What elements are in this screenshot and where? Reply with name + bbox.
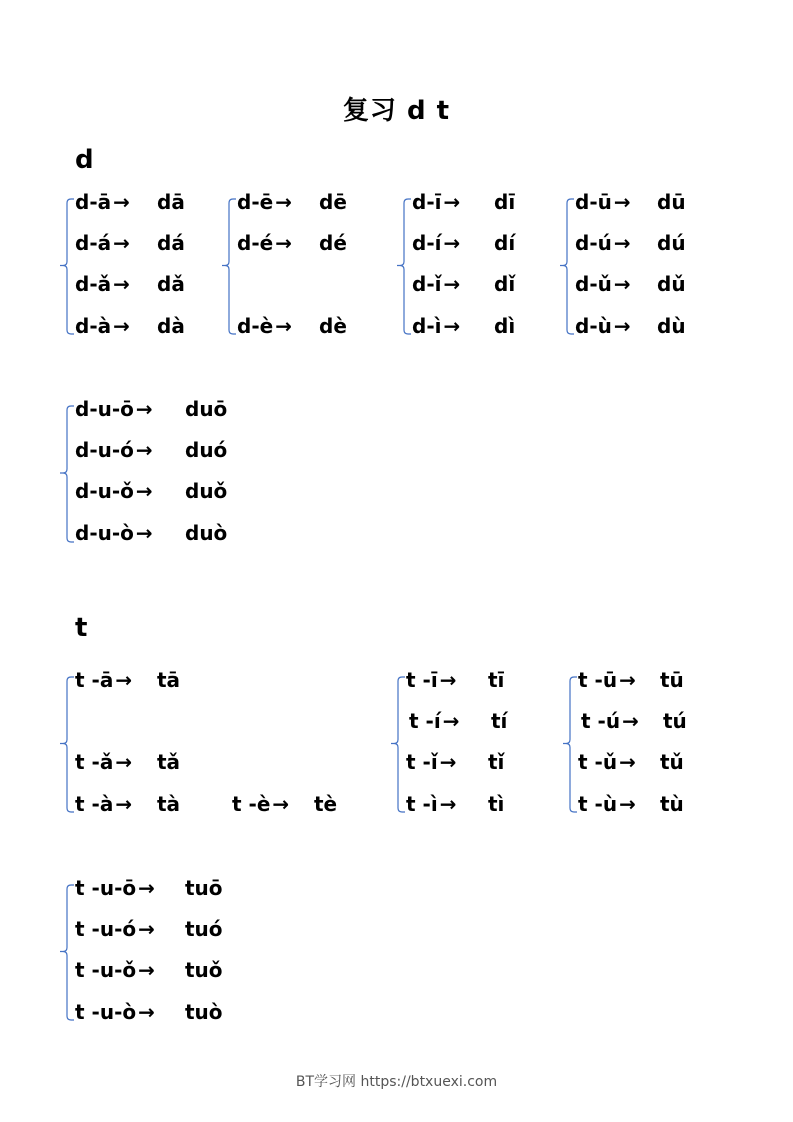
- syllable-result: dā: [157, 190, 185, 214]
- brace-bracket: [51, 405, 77, 543]
- syllable-result: dū: [657, 190, 686, 214]
- arrow-icon: →: [138, 958, 155, 982]
- pinyin-row: [75, 750, 181, 774]
- arrow-icon: →: [613, 314, 631, 338]
- arrow-icon: →: [138, 876, 155, 900]
- syllable-result: dù: [657, 314, 686, 338]
- arrow-icon: →: [138, 917, 155, 941]
- footer-text: BT学习网 https://btxuexi.com: [295, 1074, 498, 1090]
- pinyin-row: [406, 668, 505, 692]
- arrow-icon: →: [275, 314, 292, 338]
- spelling-parts: t -ū: [578, 668, 618, 692]
- brace-bracket: [382, 676, 408, 813]
- syllable-result: tì: [488, 792, 505, 816]
- syllable-result: duó: [185, 438, 228, 462]
- arrow-icon: →: [619, 792, 636, 816]
- brace-bracket: [51, 676, 77, 813]
- pinyin-row: [237, 231, 347, 255]
- spelling-parts: d-á: [75, 231, 112, 255]
- arrow-icon: →: [135, 438, 153, 462]
- pinyin-row: [575, 314, 686, 338]
- arrow-icon: →: [275, 231, 292, 255]
- spelling-parts: d-ì: [412, 314, 442, 338]
- pinyin-row: [237, 314, 347, 338]
- pinyin-row: [575, 272, 686, 296]
- syllable-result: dì: [494, 314, 516, 338]
- brace-bracket: [51, 884, 77, 1021]
- spelling-parts: t -ǐ: [406, 750, 438, 774]
- pinyin-row: [406, 750, 505, 774]
- pinyin-row: [578, 668, 684, 692]
- arrow-icon: →: [622, 709, 639, 733]
- pinyin-row: [75, 397, 228, 421]
- spelling-parts: t -í: [409, 709, 441, 733]
- syllable-result: tuǒ: [185, 958, 223, 982]
- spelling-parts: d-u-ò: [75, 521, 134, 545]
- syllable-result: tǐ: [488, 750, 505, 774]
- arrow-icon: →: [113, 231, 130, 255]
- pinyin-row: [75, 958, 223, 982]
- brace-bracket: [51, 198, 77, 335]
- syllable-result: dē: [319, 190, 347, 214]
- arrow-icon: →: [439, 792, 457, 816]
- arrow-icon: →: [443, 190, 461, 214]
- syllable-result: tí: [491, 709, 508, 733]
- pinyin-row: [75, 917, 223, 941]
- arrow-icon: →: [439, 668, 457, 692]
- spelling-parts: d-à: [75, 314, 112, 338]
- pinyin-row: [75, 190, 185, 214]
- pinyin-row: [575, 190, 686, 214]
- arrow-icon: →: [138, 1000, 155, 1024]
- arrow-icon: →: [272, 792, 290, 816]
- syllable-result: dé: [319, 231, 347, 255]
- arrow-icon: →: [613, 272, 631, 296]
- pinyin-row: [75, 231, 185, 255]
- syllable-result: dá: [157, 231, 185, 255]
- spelling-parts: t -u-ó: [75, 917, 137, 941]
- pinyin-row: [75, 314, 185, 338]
- section-letter-t: t: [75, 613, 88, 643]
- pinyin-row: [75, 792, 181, 816]
- arrow-icon: →: [443, 231, 461, 255]
- arrow-icon: →: [113, 314, 130, 338]
- brace-bracket: [554, 676, 580, 813]
- syllable-result: dǐ: [494, 272, 516, 296]
- page-title: 复习 d t: [342, 96, 451, 126]
- pinyin-row: [75, 521, 228, 545]
- brace-bracket: [213, 198, 239, 335]
- syllable-result: tuō: [185, 876, 223, 900]
- arrow-icon: →: [115, 792, 133, 816]
- arrow-icon: →: [439, 750, 457, 774]
- pinyin-row: [409, 709, 508, 733]
- spelling-parts: d-í: [412, 231, 442, 255]
- syllable-result: dí: [494, 231, 516, 255]
- arrow-icon: →: [115, 668, 133, 692]
- syllable-result: tà: [157, 792, 181, 816]
- spelling-parts: d-ā: [75, 190, 112, 214]
- arrow-icon: →: [443, 272, 461, 296]
- syllable-result: tī: [488, 668, 505, 692]
- syllable-result: tǔ: [660, 750, 684, 774]
- arrow-icon: →: [135, 397, 153, 421]
- pinyin-row: [75, 876, 223, 900]
- syllable-result: tuò: [185, 1000, 223, 1024]
- spelling-parts: d-u-ō: [75, 397, 134, 421]
- spelling-parts: d-ū: [575, 190, 612, 214]
- syllable-result: duō: [185, 397, 228, 421]
- syllable-result: tǎ: [157, 750, 181, 774]
- syllable-result: tū: [660, 668, 684, 692]
- pinyin-row: [412, 314, 516, 338]
- pinyin-row: [581, 709, 687, 733]
- pinyin-row: [578, 792, 684, 816]
- spelling-parts: t -à: [75, 792, 114, 816]
- spelling-parts: t -ù: [578, 792, 618, 816]
- spelling-parts: t -ī: [406, 668, 438, 692]
- pinyin-row: [412, 231, 516, 255]
- brace-bracket: [551, 198, 577, 335]
- arrow-icon: →: [135, 521, 153, 545]
- pinyin-row: [237, 190, 347, 214]
- spelling-parts: t -u-ō: [75, 876, 137, 900]
- spelling-parts: t -è: [232, 792, 271, 816]
- arrow-icon: →: [115, 750, 133, 774]
- arrow-icon: →: [619, 668, 636, 692]
- syllable-result: tuó: [185, 917, 223, 941]
- arrow-icon: →: [275, 190, 292, 214]
- syllable-result: dú: [657, 231, 686, 255]
- syllable-result: tù: [660, 792, 684, 816]
- arrow-icon: →: [442, 709, 460, 733]
- syllable-result: dī: [494, 190, 516, 214]
- brace-bracket: [388, 198, 414, 335]
- spelling-parts: t -ú: [581, 709, 621, 733]
- spelling-parts: d-ǎ: [75, 272, 112, 296]
- arrow-icon: →: [613, 231, 631, 255]
- spelling-parts: t -u-ò: [75, 1000, 137, 1024]
- spelling-parts: t -ā: [75, 668, 114, 692]
- pinyin-row: [575, 231, 686, 255]
- syllable-result: duǒ: [185, 479, 228, 503]
- arrow-icon: →: [443, 314, 461, 338]
- spelling-parts: d-ú: [575, 231, 612, 255]
- syllable-result: dè: [319, 314, 347, 338]
- pinyin-row: [412, 190, 516, 214]
- pinyin-row: [75, 272, 185, 296]
- spelling-parts: t -u-ǒ: [75, 958, 137, 982]
- spelling-parts: d-é: [237, 231, 274, 255]
- pinyin-row: [75, 1000, 223, 1024]
- arrow-icon: →: [113, 272, 130, 296]
- syllable-result: dǔ: [657, 272, 686, 296]
- pinyin-row: [75, 438, 228, 462]
- spelling-parts: d-è: [237, 314, 274, 338]
- spelling-parts: d-ù: [575, 314, 612, 338]
- spelling-parts: t -ǎ: [75, 750, 114, 774]
- syllable-result: tú: [663, 709, 687, 733]
- spelling-parts: d-ǐ: [412, 272, 442, 296]
- pinyin-row: [578, 750, 684, 774]
- spelling-parts: t -ǔ: [578, 750, 618, 774]
- spelling-parts: d-ī: [412, 190, 442, 214]
- arrow-icon: →: [619, 750, 636, 774]
- spelling-parts: d-ǔ: [575, 272, 612, 296]
- spelling-parts: d-u-ó: [75, 438, 134, 462]
- pinyin-row: [232, 792, 338, 816]
- pinyin-row: [406, 792, 505, 816]
- section-letter-d: d: [75, 145, 94, 175]
- pinyin-row: [75, 479, 228, 503]
- syllable-result: dà: [157, 314, 185, 338]
- syllable-result: tā: [157, 668, 181, 692]
- pinyin-row: [75, 668, 181, 692]
- spelling-parts: d-u-ǒ: [75, 479, 134, 503]
- syllable-result: dǎ: [157, 272, 185, 296]
- syllable-result: duò: [185, 521, 228, 545]
- arrow-icon: →: [613, 190, 631, 214]
- arrow-icon: →: [135, 479, 153, 503]
- arrow-icon: →: [113, 190, 130, 214]
- pinyin-row: [412, 272, 516, 296]
- syllable-result: tè: [314, 792, 338, 816]
- spelling-parts: d-ē: [237, 190, 274, 214]
- spelling-parts: t -ì: [406, 792, 438, 816]
